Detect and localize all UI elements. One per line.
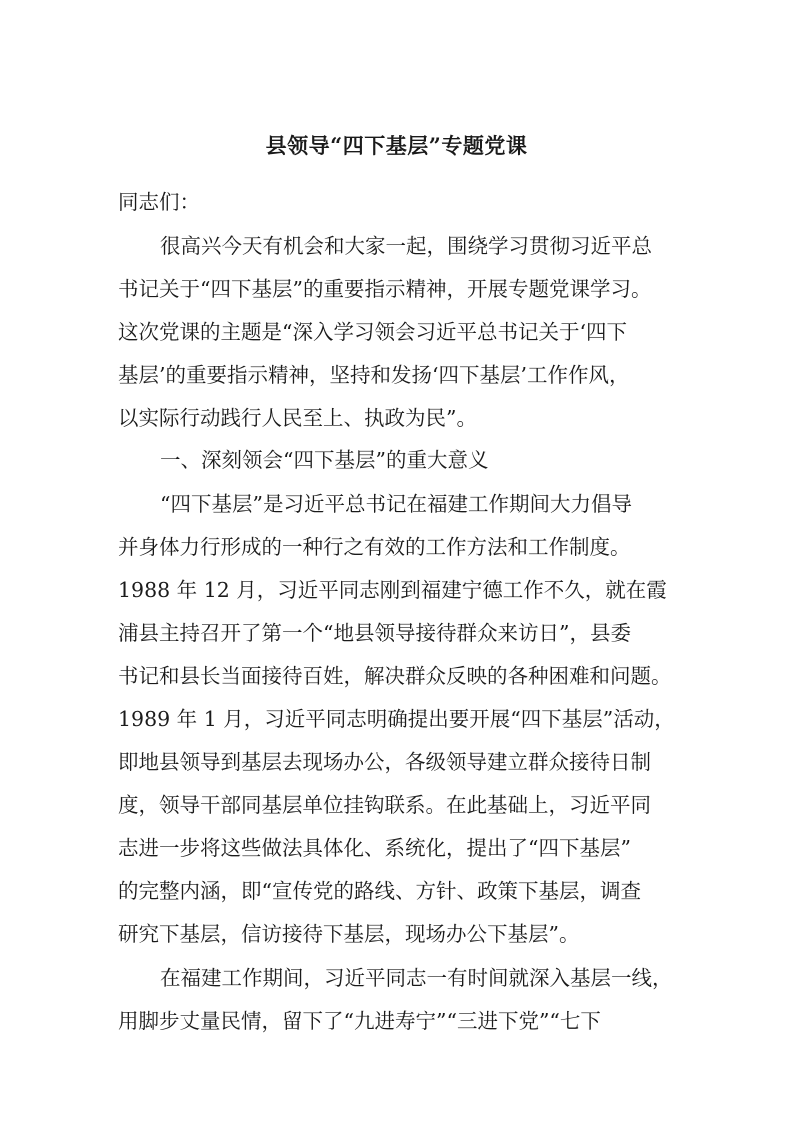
paragraph-line: 即地县领导到基层去现场办公，各级领导建立群众接待日制 bbox=[118, 750, 651, 774]
paragraph-line: 很高兴今天有机会和大家一起，围绕学习贯彻习近平总 bbox=[160, 234, 652, 258]
paragraph-line: “四下基层”是习近平总书记在福建工作期间大力倡导 bbox=[160, 492, 632, 516]
paragraph-line: 研究下基层，信访接待下基层，现场办公下基层”。 bbox=[118, 922, 580, 946]
paragraph-line: 的完整内涵，即“宣传党的路线、方针、政策下基层，调查 bbox=[118, 879, 641, 903]
paragraph-line: 用脚步丈量民情，留下了“九进寿宁”“三进下党”“七下 bbox=[118, 1009, 601, 1033]
paragraph-line: 书记和县长当面接待百姓，解决群众反映的各种困难和问题。 bbox=[118, 664, 672, 688]
paragraph-line: 度，领导干部同基层单位挂钩联系。在此基础上，习近平同 bbox=[118, 793, 651, 817]
paragraph-line: 1988 年 12 月，习近平同志刚到福建宁德工作不久，就在霞 bbox=[118, 578, 667, 602]
paragraph-line: 书记关于“四下基层”的重要指示精神，开展专题党课学习。 bbox=[118, 277, 652, 301]
salutation: 同志们： bbox=[118, 190, 200, 214]
page-title: 县领导“四下基层”专题党课 bbox=[265, 133, 528, 158]
paragraph-line: 1989 年 1 月，习近平同志明确提出要开展“四下基层”活动， bbox=[118, 707, 675, 731]
paragraph-line: 基层’的重要指示精神，坚持和发扬‘四下基层’工作作风， bbox=[118, 363, 630, 387]
paragraph-line: 以实际行动践行人民至上、执政为民”。 bbox=[118, 406, 477, 430]
paragraph-line: 在福建工作期间，习近平同志一有时间就深入基层一线， bbox=[160, 966, 673, 990]
paragraph-line: 志进一步将这些做法具体化、系统化，提出了“四下基层” bbox=[118, 836, 631, 860]
paragraph-line: 并身体力行形成的一种行之有效的工作方法和工作制度。 bbox=[118, 535, 631, 559]
paragraph-line: 浦县主持召开了第一个“地县领导接待群众来访日”，县委 bbox=[118, 621, 631, 645]
paragraph-line: 这次党课的主题是“深入学习领会习近平总书记关于‘四下 bbox=[118, 320, 627, 344]
section-heading: 一、深刻领会“四下基层”的重大意义 bbox=[160, 448, 489, 472]
